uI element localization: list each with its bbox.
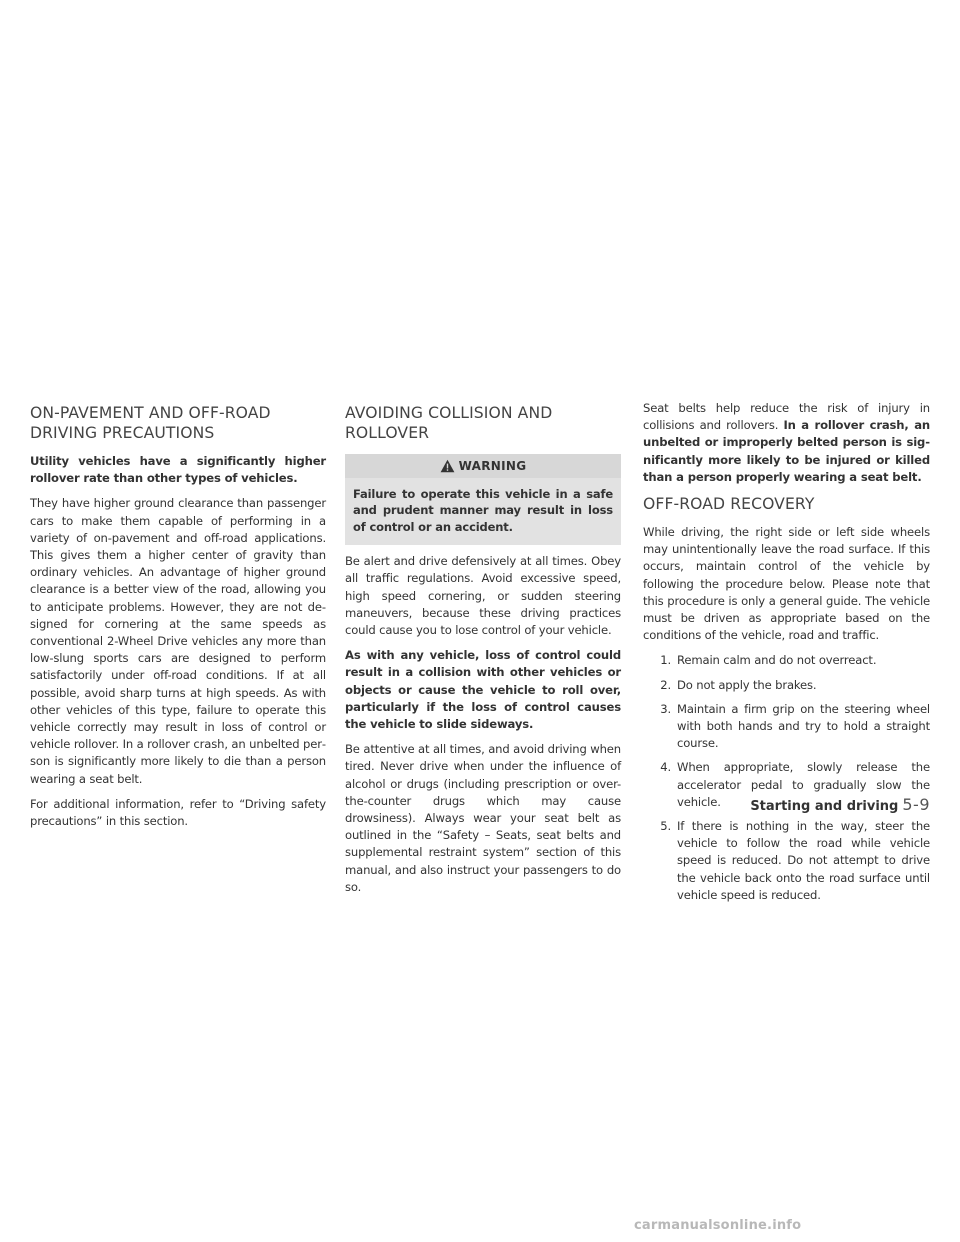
step-text: Do not apply the brakes. xyxy=(677,677,817,692)
step-text: When appropriate, slowly release the accelerator pedal to gradually slow the vehicle. xyxy=(677,760,930,809)
footer-section-title: Starting and driving xyxy=(750,799,899,814)
warning-header xyxy=(345,454,621,478)
warning-triangle-icon xyxy=(440,459,455,473)
watermark: carmanualsonline.info xyxy=(634,1218,802,1233)
step-number: 3. xyxy=(660,701,671,716)
section-heading-avoiding-collision xyxy=(345,403,621,443)
list-item xyxy=(643,652,930,669)
heading-line: ROLLOVER xyxy=(345,424,430,442)
loss-of-control-paragraph: As with any vehicle, loss of control could result in a collision with other vehicles or objects or cause the vehicle to roll over, particularly if the loss of control causes the vehicle to slide sideways. xyxy=(345,648,621,732)
heading-line: AVOIDING COLLISION AND xyxy=(345,404,553,422)
list-item xyxy=(643,677,930,694)
step-number: 1. xyxy=(660,653,671,668)
step-text: Maintain a firm grip on the steering wheel with both hands and try to hold a straight course. xyxy=(677,701,930,751)
rollover-rate-statement: Utility vehicles have a significantly higher rollover rate than other types of vehicles. xyxy=(30,454,326,486)
heading-line: DRIVING PRECAUTIONS xyxy=(30,424,215,442)
step-text: If there is nothing in the way, steer the vehicle to follow the road while vehicle speed is reduced. Do not attempt to drive the vehicle back onto the road surface until vehicle speed is reduced. xyxy=(677,819,930,902)
column-off-road-recovery xyxy=(643,400,930,911)
additional-info-paragraph: For additional information, refer to “Driving safety precautions” in this section. xyxy=(30,796,326,829)
page-footer xyxy=(740,795,930,814)
page-number: 5-9 xyxy=(902,795,930,814)
ground-clearance-paragraph: They have higher ground clearance than passenger cars to make them capable of performing in a variety of on-pavement and off-road applications. This gives them a higher center of gravity than ordinary vehicles. An advantage of higher ground clearance is a better view of the road, allowing you to anticipate problems. However, they are not designed for cornering at the same speeds as conventional 2-Wheel Drive vehicles any more than low-slung sports cars are designed to perform satisfactorily under off-road conditions. If at all possible, avoid sharp turns at high speeds. As with other vehicles of this type, failure to operate this vehicle correctly may result in loss of control or vehicle rollover. In a rollover crash, an unbelted person is significantly more likely to die than a person wearing a seat belt. xyxy=(30,496,326,786)
step-text: Remain calm and do not overreact. xyxy=(677,653,877,668)
section-heading-on-pavement xyxy=(30,403,326,443)
seat-belt-text: Seat belts help reduce the risk of injury in collisions and rollovers. xyxy=(643,401,930,433)
attentive-driving-paragraph: Be attentive at all times, and avoid driving when tired. Never drive when under the influence of alcohol or drugs (including prescription or over-the-counter drugs which may cause drowsiness). Always wear your seat belt as outlined in the “Safety – Seats, seat belts and supplemental restraint system” section of this manual, and also instruct your passengers to do so. xyxy=(345,742,621,894)
warning-box xyxy=(345,454,621,545)
section-heading-off-road-recovery: OFF-ROAD RECOVERY xyxy=(643,495,815,514)
step-number: 2. xyxy=(660,677,671,692)
seat-belt-paragraph xyxy=(643,400,930,486)
seat-belt-warning-text: In a rollover crash, an unbelted or improperly belted person is significantly more likely to be injured or killed than a person properly wearing a seat belt. xyxy=(643,418,930,484)
warning-label: WARNING xyxy=(458,459,527,473)
off-road-intro-paragraph: While driving, the right side or left side wheels may unintentionally leave the road surface. If this occurs, maintain control of the vehicle by following the procedure below. Please note that this procedure is only a general guide. The vehicle must be driven as appropriate based on the conditions of the vehicle, road and traffic. xyxy=(643,525,930,643)
step-number: 5. xyxy=(660,819,671,834)
list-item xyxy=(643,701,930,753)
column-on-pavement xyxy=(30,400,326,838)
defensive-driving-paragraph: Be alert and drive defensively at all times. Obey all traffic regulations. Avoid excessive speed, high speed cornering, or sudden steering maneuvers, because these driving practices could cause you to lose control of your vehicle. xyxy=(345,554,621,638)
heading-line: ON-PAVEMENT AND OFF-ROAD xyxy=(30,404,271,422)
list-item xyxy=(643,818,930,904)
recovery-steps-list xyxy=(643,652,930,904)
column-avoiding-collision xyxy=(345,400,621,904)
warning-text: Failure to operate this vehicle in a safe and prudent manner may result in loss of control or an accident. xyxy=(353,487,613,534)
step-number: 4. xyxy=(660,760,671,775)
